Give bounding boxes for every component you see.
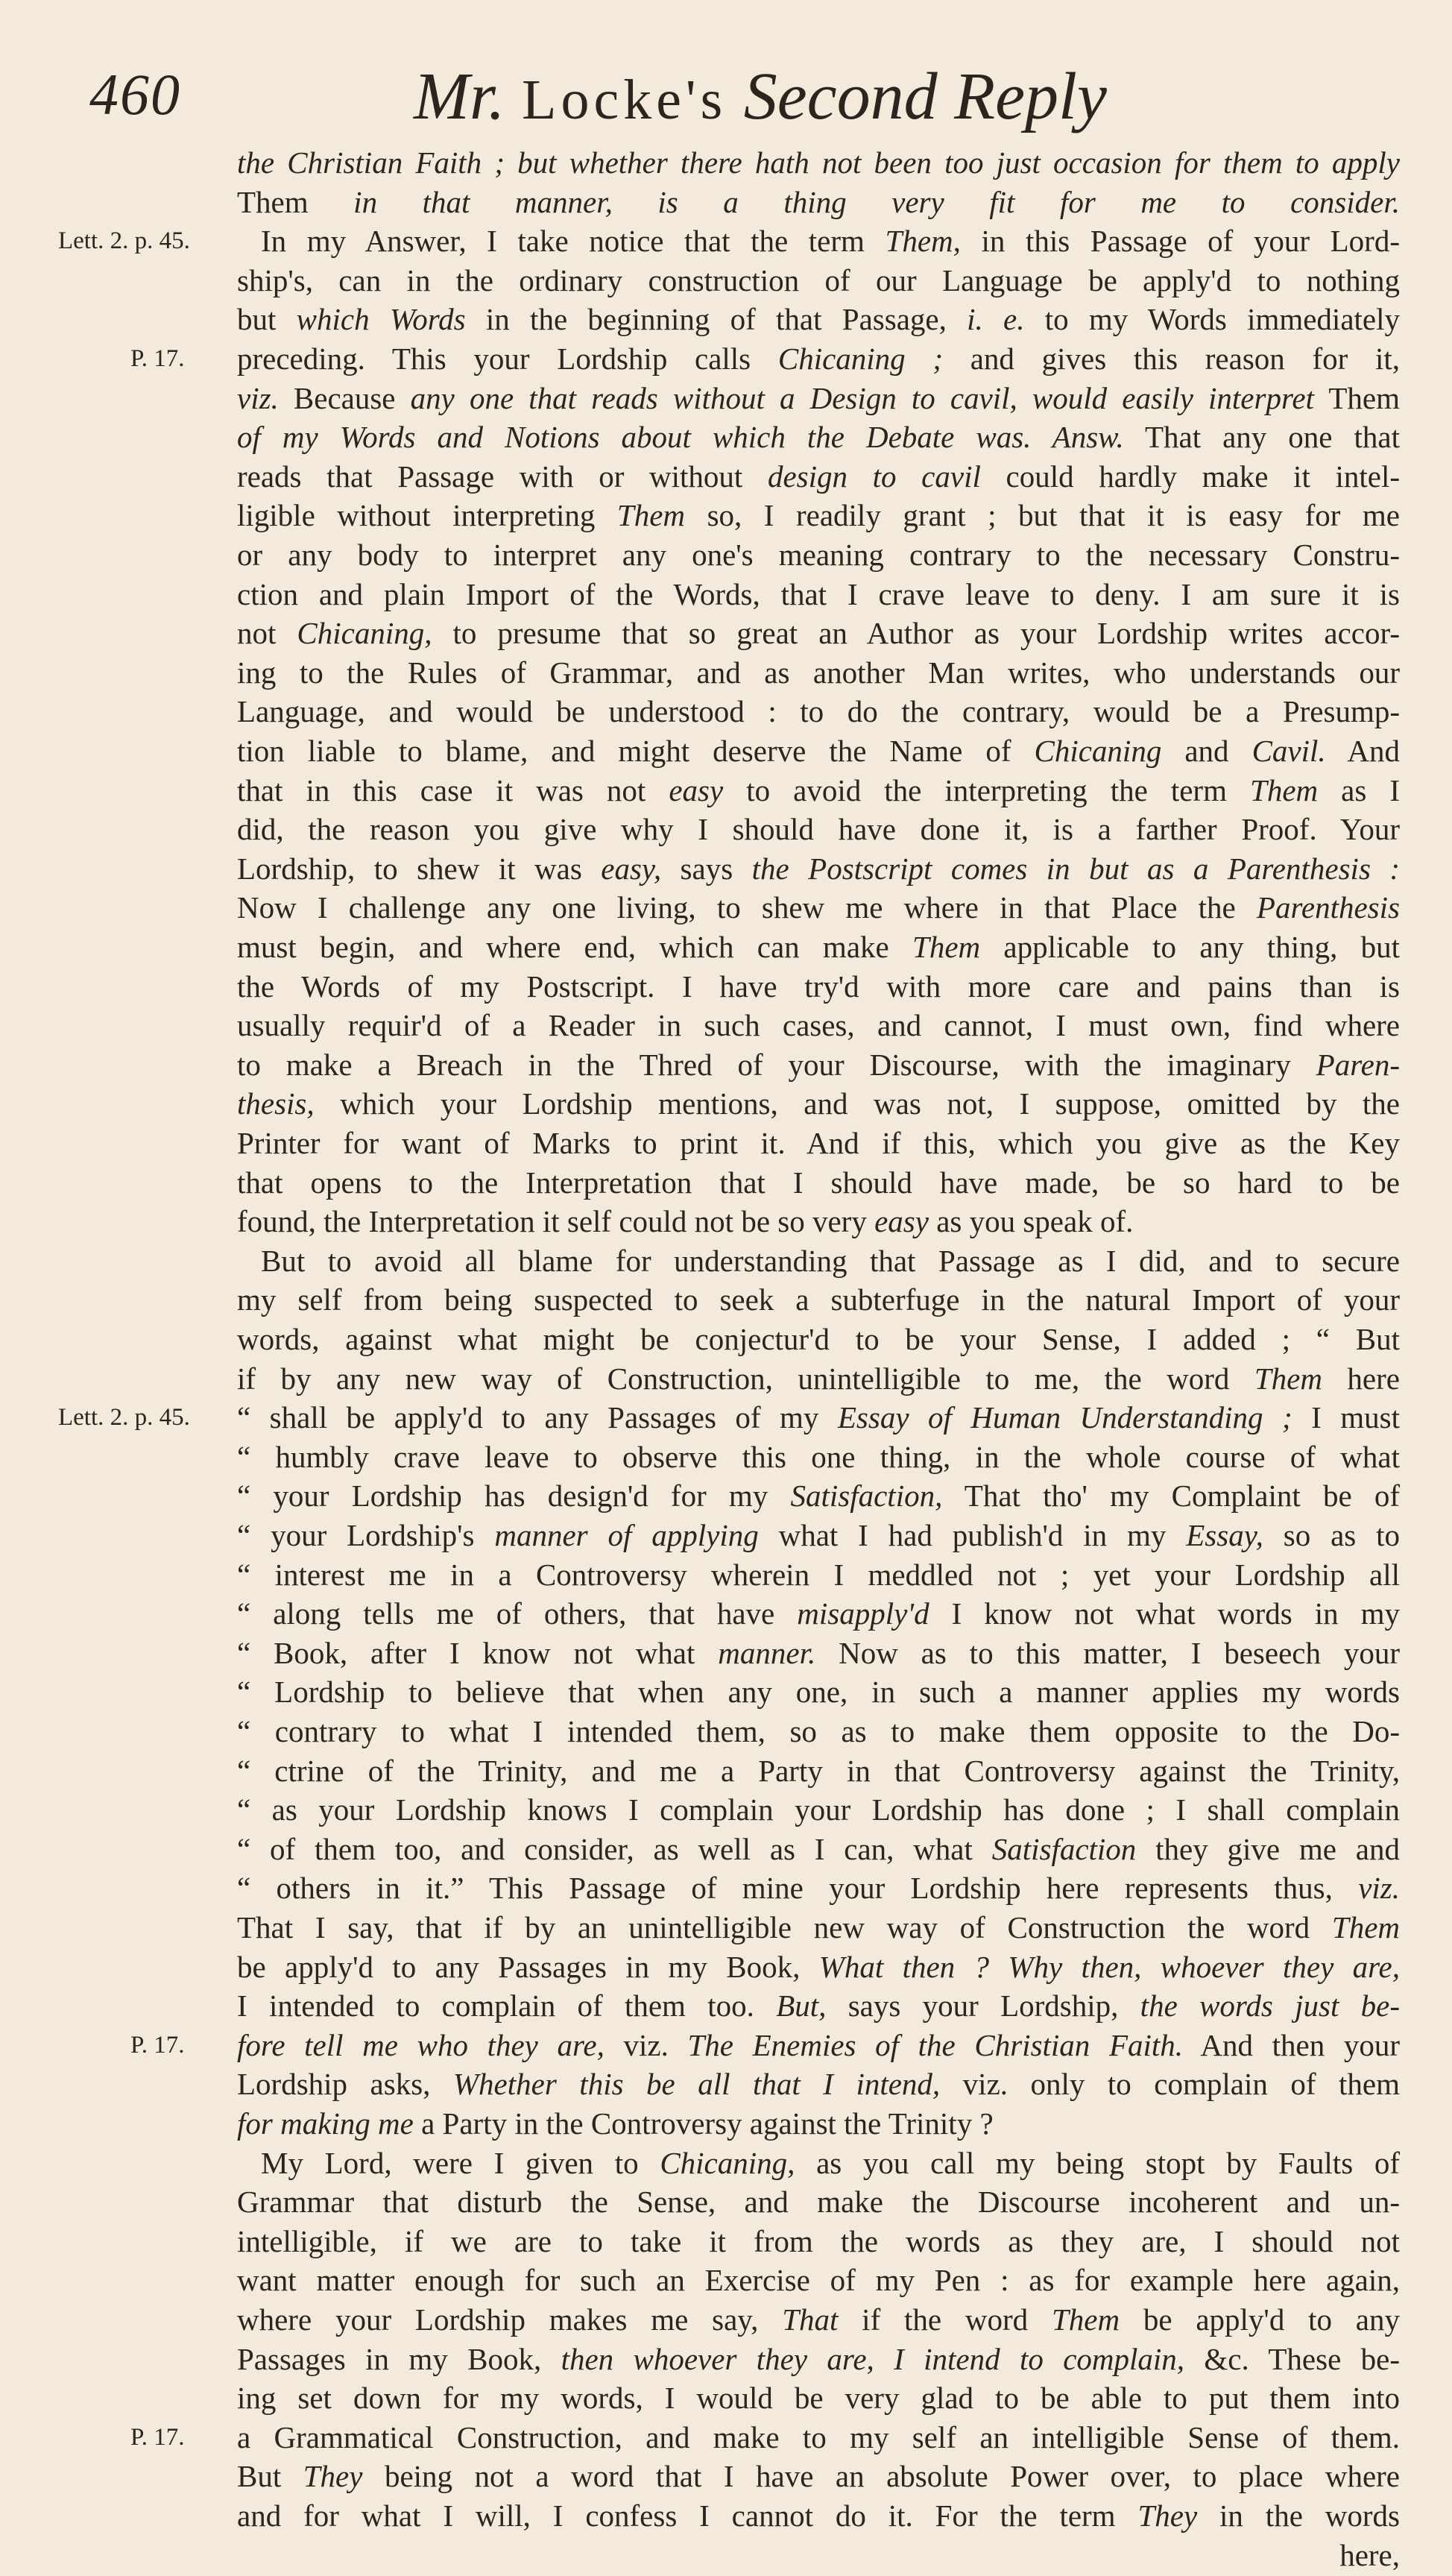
text-line bbox=[237, 1044, 1400, 1086]
text-line bbox=[237, 1906, 1400, 1948]
text-run: where your Lordship makes me say, bbox=[237, 2302, 783, 2337]
text-run: “ ctrine of the Trinity, and me a Party in that Controversy against the Trinity, bbox=[237, 1753, 1400, 1788]
text-run: I intended to complain of them too. bbox=[237, 1988, 777, 2024]
margin-note: P. 17. bbox=[130, 2423, 185, 2451]
margin-note: Lett. 2. p. 45. bbox=[58, 227, 190, 255]
italic-run: Chicaning, bbox=[297, 616, 432, 651]
text-line bbox=[237, 2103, 1400, 2144]
italic-run: Whether this be all that I intend, bbox=[452, 2067, 941, 2102]
text-run: want matter enough for such an Exercise of my Pen : as for example here again, bbox=[237, 2263, 1400, 2298]
text-line bbox=[237, 2495, 1400, 2536]
italic-run: Essay, bbox=[1186, 1518, 1263, 1552]
italic-run: Paren- bbox=[1316, 1047, 1400, 1082]
text-run: not bbox=[237, 616, 297, 651]
margin-note: P. 17. bbox=[130, 345, 185, 372]
text-line bbox=[237, 1396, 1400, 1438]
text-line bbox=[237, 1710, 1400, 1752]
italic-run: Them bbox=[616, 498, 686, 533]
italic-run: which Words bbox=[296, 302, 466, 337]
italic-run: misapply'd bbox=[797, 1596, 929, 1631]
text-run: “ shall be apply'd to any Passages of my bbox=[237, 1400, 838, 1435]
italic-run: in that manner, is a thing very fit for me to consider. bbox=[353, 184, 1400, 219]
text-run: “ your Lordship has design'd for my bbox=[237, 1478, 791, 1514]
text-run: in this Passage of your Lord- bbox=[960, 224, 1400, 259]
text-line bbox=[237, 690, 1400, 732]
text-line bbox=[237, 769, 1400, 811]
text-run: in the words bbox=[1197, 2498, 1400, 2533]
text-run: “ Book, after I know not what bbox=[237, 1635, 719, 1670]
italic-run: thesis, bbox=[237, 1086, 315, 1121]
text-line bbox=[261, 220, 1400, 262]
running-head-post: Second Reply bbox=[727, 60, 1107, 133]
italic-run: Them bbox=[1250, 772, 1319, 807]
text-run: that in this case it was not bbox=[237, 772, 669, 807]
text-run: Now as to this matter, I beseech your bbox=[815, 1635, 1400, 1670]
text-line bbox=[237, 1946, 1400, 1988]
text-line bbox=[237, 1828, 1400, 1870]
text-run: My Lord, were I given to bbox=[261, 2145, 660, 2180]
text-run: be apply'd to any bbox=[1120, 2302, 1400, 2337]
margin-note: Lett. 2. p. 45. bbox=[58, 1404, 190, 1432]
text-run: must begin, and where end, which can make bbox=[237, 930, 913, 964]
text-run: that opens to the Interpretation that I should have made, be so hard to be bbox=[237, 1165, 1400, 1200]
margin-note: P. 17. bbox=[130, 2031, 185, 2059]
text-run: Passages in my Book, bbox=[237, 2341, 561, 2376]
italic-run: But, bbox=[776, 1988, 827, 2024]
text-line bbox=[237, 730, 1400, 772]
text-line bbox=[237, 338, 1400, 380]
italic-run: the Christian Faith ; but whether there hath not been too just occasion for them to apply bbox=[237, 145, 1400, 180]
text-run: which your Lordship mentions, and was not, I suppose, omitted by the bbox=[314, 1086, 1400, 1121]
italic-run: Them bbox=[1051, 2302, 1120, 2337]
text-run: That I say, that if by an unintelligible new way of Construction the word bbox=[237, 1910, 1332, 1944]
text-run: be apply'd to any Passages in my Book, bbox=[237, 1949, 819, 1984]
text-run: But bbox=[237, 2459, 303, 2494]
running-head-name: Locke's bbox=[522, 69, 727, 131]
text-run: could hardly make it intel- bbox=[980, 459, 1400, 494]
text-run: “ interest me in a Controversy wherein I meddled not ; yet your Lordship all bbox=[237, 1557, 1400, 1592]
text-run: found, the Interpretation it self could not be so very bbox=[237, 1204, 875, 1239]
text-line bbox=[237, 1279, 1400, 1320]
text-run: and for what I will, I confess I cannot do it. For the term bbox=[237, 2498, 1138, 2533]
italic-run: Essay of Human Understanding ; bbox=[837, 1400, 1292, 1435]
text-line bbox=[237, 1436, 1400, 1478]
text-run: so as to bbox=[1263, 1518, 1400, 1552]
text-line bbox=[237, 416, 1400, 458]
text-run: In my Answer, I take notice that the term bbox=[261, 224, 886, 259]
text-line bbox=[237, 494, 1400, 536]
text-line bbox=[237, 808, 1400, 850]
text-run: ing to the Rules of Grammar, and as another Man writes, who understands our bbox=[237, 655, 1400, 690]
text-run: reads that Passage with or without bbox=[237, 459, 768, 494]
text-line bbox=[237, 1004, 1400, 1046]
text-run: so, I readily grant ; but that it is easy for me bbox=[685, 498, 1401, 533]
text-run: I must bbox=[1292, 1400, 1400, 1435]
text-line bbox=[237, 1318, 1400, 1360]
text-line bbox=[261, 2142, 1400, 2184]
running-head bbox=[414, 58, 1107, 135]
italic-run: manner of applying bbox=[494, 1518, 759, 1552]
italic-run: then whoever they are, I intend to complain, bbox=[561, 2341, 1185, 2376]
italic-run: What then ? Why then, whoever they are, bbox=[818, 1949, 1401, 1984]
italic-run: design to cavil bbox=[767, 459, 981, 494]
italic-run: viz. bbox=[237, 380, 279, 415]
text-run: “ as your Lordship knows I complain your Lordship has done ; I shall complain bbox=[237, 1792, 1400, 1827]
italic-run: manner. bbox=[718, 1635, 816, 1670]
italic-run: Them bbox=[1254, 1361, 1322, 1396]
text-line bbox=[237, 456, 1400, 497]
text-line bbox=[237, 1122, 1400, 1164]
text-line bbox=[237, 2416, 1400, 2458]
text-run: says bbox=[661, 851, 752, 886]
text-run: if by any new way of Construction, unintelligible to me, the word bbox=[237, 1361, 1254, 1396]
text-line bbox=[237, 1554, 1400, 1596]
text-line bbox=[237, 2377, 1400, 2419]
text-run: viz. bbox=[604, 2027, 688, 2062]
text-run: and bbox=[1161, 734, 1252, 768]
text-run: intelligible, if we are to take it from the words as they are, I should not bbox=[237, 2223, 1400, 2258]
text-line bbox=[237, 2181, 1400, 2223]
text-run: if the word bbox=[838, 2302, 1052, 2337]
text-run: to make a Breach in the Thred of your Discourse, with the imaginary bbox=[237, 1047, 1316, 1082]
text-run: preceding. This your Lordship calls bbox=[237, 341, 778, 376]
text-run: Grammar that disturb the Sense, and make the Discourse incoherent and un- bbox=[237, 2185, 1400, 2220]
italic-run: for making me bbox=[237, 2106, 414, 2141]
text-run: “ others in it.” This Passage of mine your Lordship here represents thus, bbox=[237, 1871, 1359, 1906]
text-line bbox=[237, 298, 1400, 340]
text-run: &c. These be- bbox=[1184, 2341, 1400, 2376]
text-run: as you speak of. bbox=[928, 1204, 1134, 1239]
text-line bbox=[237, 966, 1400, 1007]
italic-run: viz. bbox=[1358, 1871, 1400, 1906]
text-run: “ your Lordship's bbox=[237, 1518, 495, 1552]
text-run: And bbox=[1325, 734, 1400, 768]
text-run: Because bbox=[278, 380, 411, 415]
page-number: 460 bbox=[89, 62, 181, 127]
text-line bbox=[237, 2534, 1400, 2576]
text-run: tion liable to blame, and might deserve the Name of bbox=[237, 734, 1035, 768]
text-line bbox=[237, 1593, 1400, 1634]
text-run: Lordship, to shew it was bbox=[237, 851, 602, 886]
text-line bbox=[237, 1162, 1400, 1203]
text-run: as you call my being stopt by Faults of bbox=[795, 2145, 1400, 2180]
text-line bbox=[237, 926, 1400, 968]
text-line bbox=[237, 2024, 1400, 2066]
text-run: ction and plain Import of the Words, that I crave leave to deny. I am sure it is bbox=[237, 576, 1400, 611]
text-run: what I had publish'd in my bbox=[758, 1518, 1187, 1552]
text-line bbox=[237, 534, 1400, 576]
text-run: Them bbox=[237, 184, 354, 219]
text-run: Language, and would be understood : to do the contrary, would be a Presump- bbox=[237, 694, 1400, 729]
text-run: to my Words immediately bbox=[1024, 302, 1401, 337]
italic-run: i. e. bbox=[967, 302, 1025, 337]
text-line bbox=[237, 1475, 1400, 1517]
text-run: “ Lordship to believe that when any one, in such a manner applies my words bbox=[237, 1675, 1400, 1710]
text-run: says your Lordship, bbox=[826, 1988, 1140, 2024]
text-line bbox=[237, 1750, 1400, 1792]
text-run: but bbox=[237, 302, 297, 337]
italic-run: Chicaning, bbox=[660, 2145, 795, 2180]
text-run: words, against what might be conjectur'd to be your Sense, I added ; “ But bbox=[237, 1322, 1400, 1356]
italic-run: the words just be- bbox=[1140, 1988, 1400, 2024]
text-run: and gives this reason for it, bbox=[943, 341, 1401, 376]
text-line bbox=[237, 573, 1400, 615]
italic-run: Satisfaction, bbox=[790, 1478, 943, 1514]
text-line bbox=[237, 1632, 1400, 1674]
italic-run: easy bbox=[874, 1204, 929, 1239]
text-line bbox=[237, 1514, 1400, 1556]
text-line bbox=[237, 887, 1400, 928]
text-run: viz. only to complain of them bbox=[940, 2067, 1401, 2102]
text-run: did, the reason you give why I should have done it, is a farther Proof. Your bbox=[237, 812, 1400, 847]
text-run: my self from being suspected to seek a subterfuge in the natural Import of your bbox=[237, 1282, 1400, 1317]
text-line bbox=[261, 1240, 1400, 1282]
text-line bbox=[237, 1789, 1400, 1830]
text-run: they give me and bbox=[1136, 1831, 1400, 1866]
text-run: “ humbly crave leave to observe this one thing, in the whole course of what bbox=[237, 1439, 1400, 1474]
text-run: to avoid the interpreting the term bbox=[723, 772, 1251, 807]
italic-run: the Postscript comes in but as a Parenthesis : bbox=[751, 851, 1400, 886]
text-line bbox=[237, 2299, 1400, 2340]
italic-run: of my Words and Notions about which the Debate was. Answ. bbox=[237, 420, 1124, 455]
text-run: in the beginning of that Passage, bbox=[465, 302, 968, 337]
text-line bbox=[237, 181, 1400, 223]
text-line bbox=[237, 848, 1400, 889]
text-run: “ of them too, and consider, as well as I can, what bbox=[237, 1831, 992, 1866]
text-run: being not a word that I have an absolute Power over, to place where bbox=[362, 2459, 1400, 2494]
text-line bbox=[237, 377, 1400, 419]
text-line bbox=[237, 652, 1400, 693]
italic-run: Satisfaction bbox=[991, 1831, 1137, 1866]
italic-run: any one that reads without a Design to cavil, would easily interpret bbox=[410, 380, 1314, 415]
running-head-pre: Mr. bbox=[414, 60, 523, 133]
text-run: But to avoid all blame for understanding that Passage as I did, and to secure bbox=[261, 1243, 1400, 1278]
text-run: as I bbox=[1318, 772, 1401, 807]
text-run: I know not what words in my bbox=[929, 1596, 1400, 1631]
italic-run: The Enemies of the Christian Faith. bbox=[687, 2027, 1184, 2062]
italic-run: Chicaning ; bbox=[777, 341, 944, 376]
text-run: That any one that bbox=[1123, 420, 1400, 455]
italic-run: Parenthesis bbox=[1256, 890, 1400, 925]
text-line bbox=[237, 2259, 1400, 2301]
text-run: And then your bbox=[1183, 2027, 1401, 2062]
italic-run: easy bbox=[669, 772, 724, 807]
italic-run: That bbox=[782, 2302, 839, 2337]
italic-run: easy, bbox=[601, 851, 662, 886]
text-line bbox=[237, 2338, 1400, 2380]
text-run: “ contrary to what I intended them, so as to make them opposite to the Do- bbox=[237, 1714, 1400, 1748]
text-run: the Words of my Postscript. I have try'd with more care and pains than is bbox=[237, 969, 1400, 1004]
text-run: ship's, can in the ordinary construction of our Language be apply'd to nothing bbox=[237, 262, 1400, 297]
italic-run: They bbox=[1137, 2498, 1198, 2533]
text-run: “ along tells me of others, that have bbox=[237, 1596, 798, 1631]
text-line bbox=[237, 1985, 1400, 2027]
text-run: That tho' my Complaint be of bbox=[942, 1478, 1400, 1514]
text-line bbox=[237, 142, 1400, 183]
text-line bbox=[237, 612, 1400, 654]
text-run: ing set down for my words, I would be very glad to be able to put them into bbox=[237, 2381, 1400, 2416]
text-run: here bbox=[1322, 1361, 1400, 1396]
text-line bbox=[237, 1867, 1400, 1909]
text-line bbox=[237, 259, 1400, 301]
text-run: applicable to any thing, but bbox=[980, 930, 1401, 964]
text-run: here, bbox=[1339, 2537, 1400, 2572]
text-run: to presume that so great an Author as your Lordship writes accor- bbox=[432, 616, 1400, 651]
text-line bbox=[237, 2455, 1400, 2497]
text-run: a Grammatical Construction, and make to my self an intelligible Sense of them. bbox=[237, 2419, 1400, 2454]
text-line bbox=[237, 1200, 1400, 1242]
text-line bbox=[237, 2220, 1400, 2262]
italic-run: They bbox=[303, 2459, 363, 2494]
italic-run: Them, bbox=[885, 224, 961, 259]
italic-run: fore tell me who they are, bbox=[237, 2027, 605, 2062]
text-line bbox=[237, 2063, 1400, 2105]
text-line bbox=[237, 1358, 1400, 1399]
text-line bbox=[237, 1083, 1400, 1124]
text-run: usually requir'd of a Reader in such cases, and cannot, I must own, find where bbox=[237, 1008, 1400, 1043]
text-run: Lordship asks, bbox=[237, 2067, 453, 2102]
text-run: Printer for want of Marks to print it. And if this, which you give as the Key bbox=[237, 1126, 1400, 1160]
text-line bbox=[237, 1671, 1400, 1713]
italic-run: Chicaning bbox=[1034, 734, 1162, 768]
italic-run: Them bbox=[1331, 1910, 1400, 1944]
italic-run: Them bbox=[912, 930, 981, 964]
text-run: Them bbox=[1313, 380, 1400, 415]
text-run: Now I challenge any one living, to shew me where in that Place the bbox=[237, 890, 1257, 925]
italic-run: Cavil. bbox=[1251, 734, 1326, 768]
text-run: ligible without interpreting bbox=[237, 498, 617, 533]
text-run: a Party in the Controversy against the Trinity ? bbox=[413, 2106, 994, 2141]
text-run: or any body to interpret any one's meaning contrary to the necessary Constru- bbox=[237, 538, 1400, 572]
